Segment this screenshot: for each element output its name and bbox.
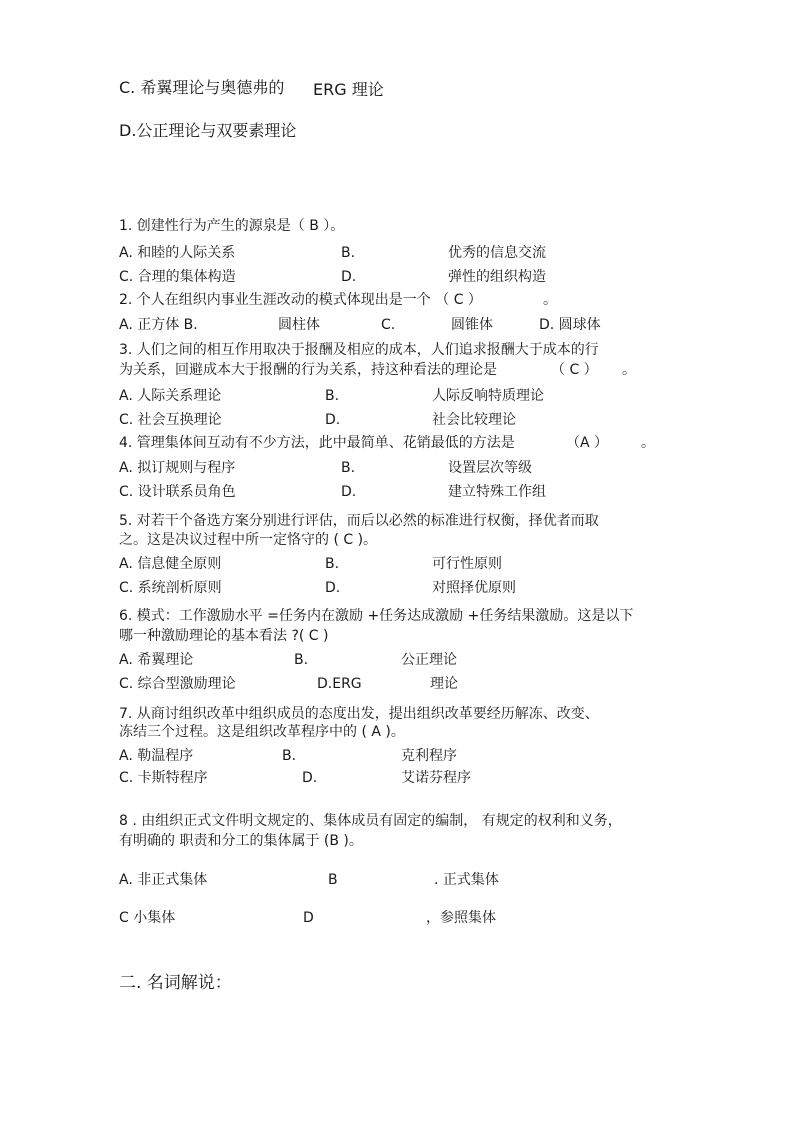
question-8-option-c: C 小集体 <box>119 910 176 926</box>
option-c-suffix: ERG 理论 <box>313 80 384 99</box>
question-6-option-b-letter: B. <box>294 652 309 668</box>
question-7-stem-line-1: 7. 从商讨组织改革中组织成员的态度出发，提出组织改革要经历解冻、改变、 <box>119 706 599 722</box>
question-5-option-b-letter: B. <box>325 556 340 572</box>
question-5-stem-line-1: 5. 对若干个备选方案分别进行评估，而后以必然的标准进行权衡，择优者而取 <box>119 513 599 529</box>
question-6-stem-line-1: 6. 模式：工作激励水平 =任务内在激励 +任务达成激励 +任务结果激励。这是以下 <box>119 608 634 624</box>
question-6-option-d-letter: D.ERG <box>317 676 362 692</box>
question-8-option-d: ，参照集体 <box>426 910 496 926</box>
question-5-stem-line-2: 之。这是决议过程中所一定恪守的 ( C )。 <box>119 532 378 548</box>
question-2-option-a: A. 正方体 B. <box>119 317 198 333</box>
question-3-stem-line-1: 3. 人们之间的相互作用取决于报酬及相应的成本，人们追求报酬大于成本的行 <box>119 342 599 358</box>
question-1-option-d-letter: D. <box>341 269 357 285</box>
question-4-option-a: A. 拟订规则与程序 <box>119 460 236 476</box>
question-8-stem-line-1: 8 . 由组织正式文件明文规定的、集体成员有固定的编制， 有规定的权利和义务， <box>119 813 622 829</box>
question-3-option-c: C. 社会互换理论 <box>119 412 222 428</box>
question-6-option-d: 理论 <box>430 676 458 692</box>
question-3-answer: （ C ） <box>551 362 598 378</box>
question-3-option-d-letter: D. <box>325 412 341 428</box>
question-8-option-a: A. 非正式集体 <box>119 872 208 888</box>
question-5-option-d-letter: D. <box>325 580 341 596</box>
question-4-option-b-letter: B. <box>341 460 356 476</box>
question-1-stem: 1. 创建性行为产生的源泉是（ B ）。 <box>119 218 345 234</box>
question-8-option-b: . 正式集体 <box>434 872 499 888</box>
question-2-stem-end: 。 <box>543 292 557 308</box>
question-8-option-b-letter: B <box>328 872 338 888</box>
question-7-option-d-letter: D. <box>302 770 318 786</box>
question-7-option-d: 艾诺芬程序 <box>401 770 471 786</box>
question-7-option-b-letter: B. <box>282 748 297 764</box>
question-6-stem-line-2: 哪一种激励理论的基本看法 ?( C ) <box>119 628 329 644</box>
question-5-option-c: C. 系统剖析原则 <box>119 580 222 596</box>
question-4-stem-end: 。 <box>641 435 655 451</box>
question-7-option-b: 克利程序 <box>401 748 457 764</box>
question-3-option-a: A. 人际关系理论 <box>119 388 222 404</box>
question-7-option-c: C. 卡斯特程序 <box>119 770 208 786</box>
question-4-option-d-letter: D. <box>341 484 357 500</box>
question-5-option-b: 可行性原则 <box>432 556 502 572</box>
question-7-option-a: A. 勒温程序 <box>119 748 194 764</box>
question-6-option-c: C. 综合型激励理论 <box>119 676 236 692</box>
question-1-option-a: A. 和睦的人际关系 <box>119 245 236 261</box>
question-2-option-b: 圆柱体 <box>278 317 320 333</box>
section-heading: 二. 名词解说： <box>119 973 232 993</box>
question-6-option-b: 公正理论 <box>401 652 457 668</box>
question-8-option-d-letter: D <box>303 910 314 926</box>
question-3-stem-line-2: 为关系，回避成本大于报酬的行为关系，持这种看法的理论是 <box>119 362 497 378</box>
question-4-stem: 4. 管理集体间互动有不少方法，此中最简单、花销最低的方法是 <box>119 435 515 451</box>
question-2-option-c-letter: C. <box>381 317 396 333</box>
question-8-stem-line-2: 有明确的 职责和分工的集体属于 (B )。 <box>119 833 363 849</box>
question-1-option-d: 弹性的组织构造 <box>448 269 546 285</box>
question-2-option-d: D. 圆球体 <box>539 317 601 333</box>
question-2-stem: 2. 个人在组织内事业生涯改动的模式体现出是一个 （ C ） <box>119 292 482 308</box>
question-4-option-d: 建立特殊工作组 <box>448 484 546 500</box>
question-1-option-b-letter: B. <box>341 245 356 261</box>
question-4-option-c: C. 设计联系员角色 <box>119 484 236 500</box>
question-2-option-c: 圆锥体 <box>451 317 493 333</box>
question-3-option-b-letter: B. <box>325 388 340 404</box>
option-d: D.公正理论与双要素理论 <box>119 121 297 140</box>
question-5-option-a: A. 信息健全原则 <box>119 556 222 572</box>
question-3-stem-end: 。 <box>622 362 636 378</box>
question-4-option-b: 设置层次等级 <box>448 460 532 476</box>
option-c-prefix: C. 希翼理论与奥德弗的 <box>119 78 285 97</box>
question-5-option-d: 对照择优原则 <box>432 580 516 596</box>
question-1-option-b: 优秀的信息交流 <box>448 245 546 261</box>
question-4-answer: （A ） <box>566 435 609 451</box>
question-6-option-a: A. 希翼理论 <box>119 652 194 668</box>
question-7-stem-line-2: 冻结三个过程。这是组织改革程序中的 ( A )。 <box>119 724 405 740</box>
question-3-option-b: 人际反响特质理论 <box>432 388 544 404</box>
question-3-option-d: 社会比较理论 <box>432 412 516 428</box>
question-1-option-c: C. 合理的集体构造 <box>119 269 236 285</box>
